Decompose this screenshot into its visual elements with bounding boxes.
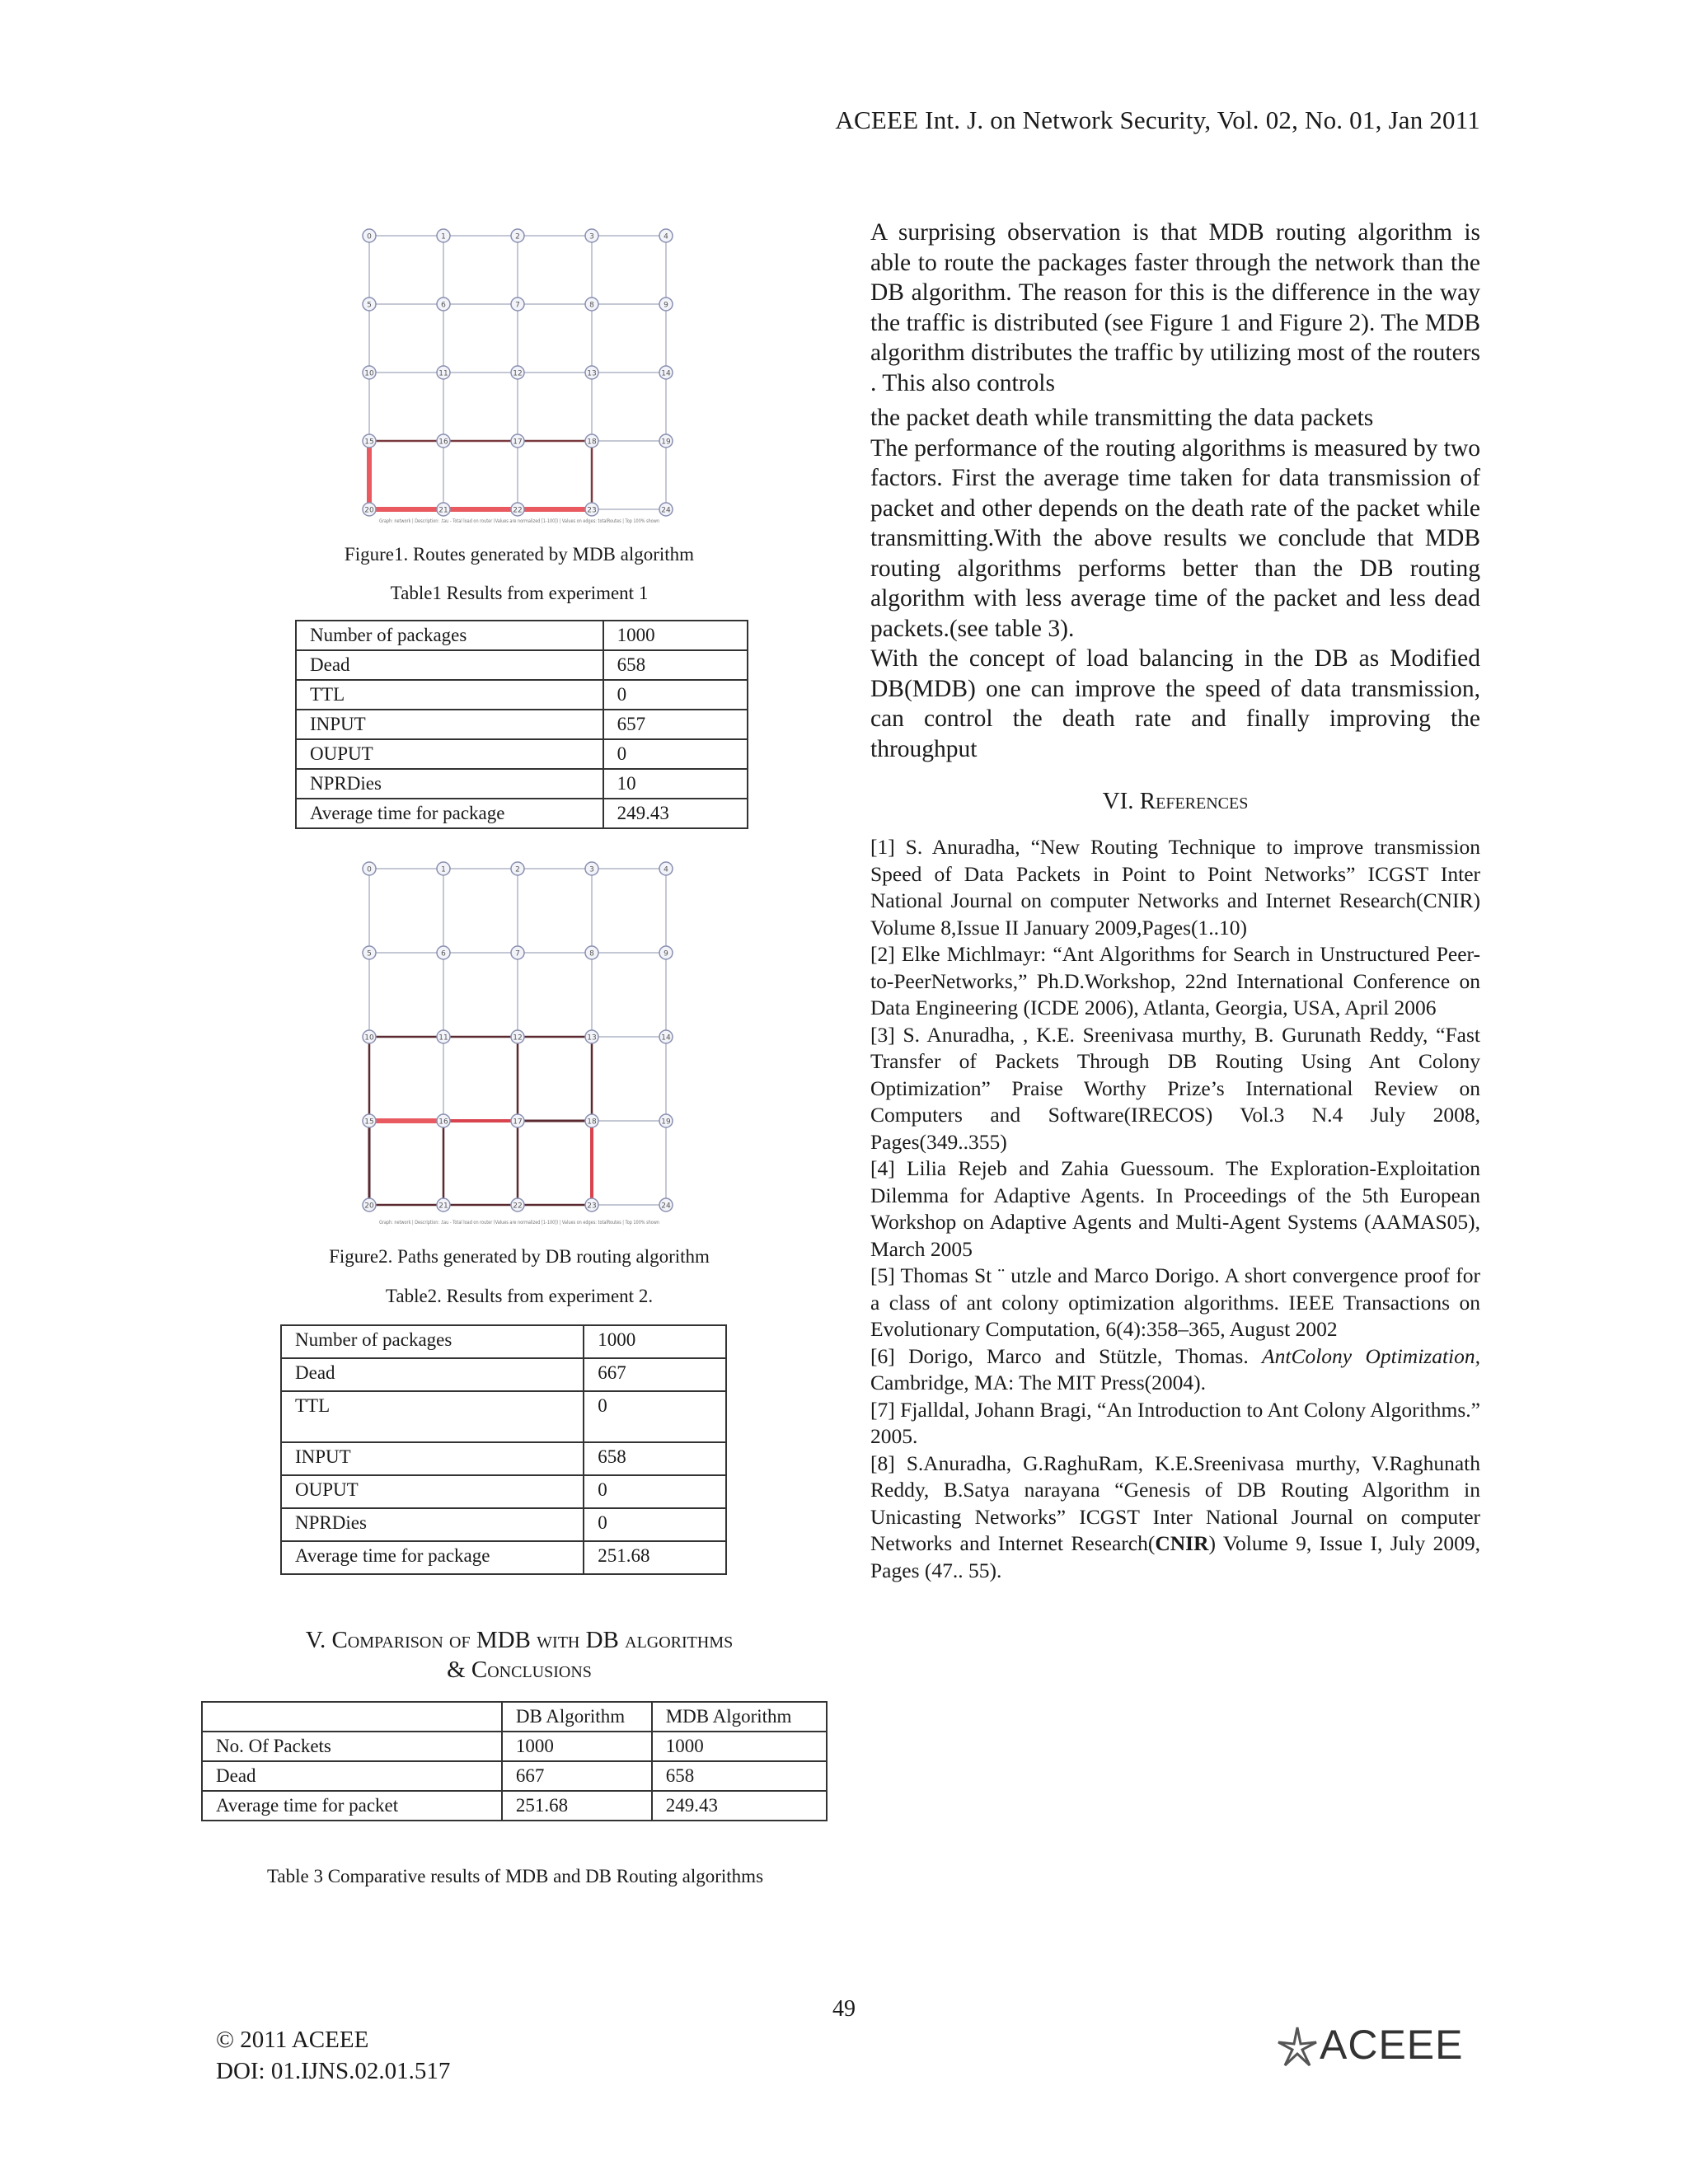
graph-node [585,1030,598,1043]
table-cell-label: INPUT [296,710,603,739]
svg-text:3: 3 [589,865,594,874]
body-para2: the packet death while transmitting the data packets [870,405,1374,431]
svg-text:1: 1 [441,232,446,241]
svg-text:12: 12 [513,1033,523,1043]
svg-text:2: 2 [515,865,520,874]
table1-caption: Table1 Results from experiment 1 [390,583,649,603]
table-cell-label: Number of packages [296,621,603,650]
graph-node [659,1114,673,1127]
svg-text:11: 11 [438,1033,448,1043]
table-cell: Dead [202,1761,502,1791]
graph-node [585,229,598,242]
svg-text:7: 7 [515,301,520,310]
graph-node [437,366,450,379]
graph-node [585,1198,598,1212]
graph-node [585,298,598,311]
table-row [281,1325,726,1358]
table-header-cell: MDB Algorithm [652,1702,827,1732]
table-cell-label: Dead [296,650,603,680]
table-row [281,1508,726,1541]
table-cell-value: 1000 [603,621,748,650]
svg-text:22: 22 [513,506,523,515]
table2 [280,1324,727,1575]
graph-node [659,503,673,516]
figure1-legend: Graph: network | Description: .tau - Total load on router (Values are normalized [1-100]) | Values on edges: totalRoutes | Top 100% shown [379,518,660,524]
svg-text:18: 18 [587,1118,597,1127]
reference-item-5: [5] Thomas St ¨ utzle and Marco Dorigo. A short convergence proof for a class of ant colony optimization algorithms. IEEE Transactions on Evolutionary Computation, 6(4):358–365, August 2002 [870,1263,1480,1341]
graph-node [363,366,376,379]
svg-text:19: 19 [661,1118,671,1127]
graph-node [659,366,673,379]
table-row [296,650,748,680]
table-cell-value: 0 [603,739,748,769]
svg-text:21: 21 [438,506,448,515]
svg-text:5: 5 [367,949,372,958]
table-cell: 667 [502,1761,652,1791]
graph-node [585,862,598,875]
aceee-logo-mark-icon [1273,2022,1321,2070]
table-cell: 1000 [502,1732,652,1761]
svg-text:8: 8 [589,949,594,958]
table-cell-label: Average time for package [281,1541,584,1574]
svg-text:3: 3 [589,232,594,241]
svg-text:15: 15 [364,1118,374,1127]
graph-node [363,1114,376,1127]
table-cell-label: Average time for package [296,799,603,828]
table1 [295,620,748,829]
aceee-logo-text: ACEEE [1320,2022,1464,2068]
section5-title-line1: V. Comparison of MDB with DB algorithms [305,1627,734,1653]
table-cell-value: 10 [603,769,748,799]
graph-node [659,946,673,959]
table-cell-value: 0 [584,1508,726,1541]
table-cell-label: TTL [281,1391,584,1442]
graph-node [363,298,376,311]
reference-item-4: [4] Lilia Rejeb and Zahia Guessoum. The Exploration-Exploitation Dilemma for Adaptive Agents. In Proceedings of the 5th European Workshop on Adaptive Agents and Multi-Agent Systems (AAMAS05), March 2005 [870,1156,1480,1261]
table-row [202,1791,827,1821]
graph-node [363,1030,376,1043]
svg-text:4: 4 [663,865,668,874]
table3 [201,1701,828,1821]
table-cell: 1000 [652,1732,827,1761]
table-cell: 249.43 [652,1791,827,1821]
table-cell-value: 667 [584,1358,726,1391]
svg-text:16: 16 [438,1118,448,1127]
aceee-logo [1273,2021,1488,2070]
svg-text:16: 16 [438,438,448,447]
table-cell-label: OUPUT [281,1475,584,1508]
graph-node [437,434,450,448]
table2-caption: Table2. Results from experiment 2. [385,1286,654,1306]
graph-node [511,366,524,379]
body-para3: The performance of the routing algorithms is measured by two factors. First the average time taken for data transmission of packet and other depends on the death rate of the packet while transmitting.With the above results we conclude that MDB routing algorithms performs better than the DB routing algorithm with less average time of the packet and less dead packets.(see table 3). [870,434,1480,642]
table-cell: 658 [652,1761,827,1791]
graph-node [511,1198,524,1212]
table-row [296,769,748,799]
table-row [296,621,748,650]
svg-text:9: 9 [663,949,668,958]
graph-node [659,1030,673,1043]
table-row [281,1358,726,1391]
reference-item-2: [2] Elke Michlmayr: “Ant Algorithms for Search in Unstructured Peer-to-PeerNetworks,” Ph.D.Workshop, 22nd International Conference on Data Engineering (ICDE 2006), Atlanta, Georgia, USA, April 2006 [870,942,1480,1019]
svg-text:12: 12 [513,369,523,378]
graph-node [659,1198,673,1212]
svg-text:8: 8 [589,301,594,310]
graph-node [363,946,376,959]
table-cell: No. Of Packets [202,1732,502,1761]
graph-node [659,862,673,875]
svg-text:23: 23 [587,506,597,515]
graph-node [511,298,524,311]
graph-node [585,946,598,959]
footer-copyright: © 2011 ACEEE [216,2027,369,2053]
journal-header: ACEEE Int. J. on Network Security, Vol. 02, No. 01, Jan 2011 [835,105,1480,134]
graph-node [437,946,450,959]
table-cell-label: TTL [296,680,603,710]
table-row [296,710,748,739]
table-cell-value: 658 [584,1442,726,1475]
reference-item-1: [1] S. Anuradha, “New Routing Technique to improve transmission Speed of Data Packets in Point to Point Networks” ICGST Inter National Journal on computer Networks and Internet Research(CNIR) Volume 8,Issue II January 2009,Pages(1..10) [870,835,1480,940]
graph-node [511,434,524,448]
graph-node [363,434,376,448]
svg-text:9: 9 [663,301,668,310]
body-para4: With the concept of load balancing in the DB as Modified DB(MDB) one can improve the speed of data transmission, can control the death rate and finally improving the throughput [870,645,1480,762]
table-header-cell [202,1702,502,1732]
svg-text:20: 20 [364,506,374,515]
graph-node [437,862,450,875]
svg-text:23: 23 [587,1202,597,1211]
section5-title-line2: & Conclusions [447,1657,592,1683]
footer-doi: DOI: 01.IJNS.02.01.517 [216,2058,451,2084]
table-header-row [202,1702,827,1732]
table-cell-value: 1000 [584,1325,726,1358]
svg-text:2: 2 [515,232,520,241]
svg-text:0: 0 [367,865,372,874]
figure2-caption: Figure2. Paths generated by DB routing algorithm [329,1246,710,1267]
table-cell: 251.68 [502,1791,652,1821]
svg-text:10: 10 [364,369,374,378]
graph-node [363,862,376,875]
svg-text:18: 18 [587,438,597,447]
table-row [281,1391,726,1442]
table-cell-label: OUPUT [296,739,603,769]
table-cell-label: INPUT [281,1442,584,1475]
table3-caption: Table 3 Comparative results of MDB and DB Routing algorithms [266,1866,764,1886]
reference-item-3: [3] S. Anuradha, , K.E. Sreenivasa murthy, B. Gurunath Reddy, “Fast Transfer of Packets Through DB Routing Using Ant Colony Optimization” Praise Worthy Prize’s International Review on Computers and Software(IRECOS) Vol.3 N.4 July 2008, Pages(349..355) [870,1022,1480,1154]
svg-text:1: 1 [441,865,446,874]
page-number: 49 [832,1996,856,2022]
table-row [281,1475,726,1508]
graph-node [511,1114,524,1127]
reference-6-book-title: AntColony Optimization, [1262,1343,1481,1368]
figure1-graph [354,223,684,527]
graph-node [363,1198,376,1212]
table-cell-value: 249.43 [603,799,748,828]
graph-node [437,1114,450,1127]
figure2-graph [354,855,684,1230]
svg-text:11: 11 [438,369,448,378]
table-cell: Average time for packet [202,1791,502,1821]
svg-text:14: 14 [661,369,671,378]
references-list [870,834,1480,1584]
table-row [202,1761,827,1791]
reference-item-6: [6] Dorigo, Marco and Stützle, Thomas. AntColony Optimization, Cambridge, MA: The MIT Press(2004). [870,1343,1481,1394]
figure1-caption: Figure1. Routes generated by MDB algorithm [344,544,695,565]
svg-text:22: 22 [513,1202,523,1211]
graph-node [659,298,673,311]
svg-text:4: 4 [663,232,668,241]
graph-node [437,1030,450,1043]
svg-text:0: 0 [367,232,372,241]
reference-item-7: [7] Fjalldal, Johann Bragi, “An Introduction to Ant Colony Algorithms.” 2005. [870,1397,1480,1448]
svg-text:15: 15 [364,438,374,447]
table-row [281,1442,726,1475]
graph-node [511,1030,524,1043]
table-row [281,1541,726,1574]
figure2-legend: Graph: network | Description: .tau - Total load on router (Values are normalized [1-100]) | Values on edges: totalRoutes | Top 100% shown [379,1220,660,1226]
graph-node [511,862,524,875]
svg-text:24: 24 [661,506,671,515]
graph-node [511,503,524,516]
body-para1: A surprising observation is that MDB routing algorithm is able to route the packages faster through the network than the DB algorithm. The reason for this is the difference in the way the traffic is distributed (see Figure 1 and Figure 2). The MDB algorithm distributes the traffic by utilizing most of the routers . This also controls [870,219,1480,396]
table-cell-value: 0 [584,1391,726,1442]
graph-node [659,434,673,448]
svg-text:7: 7 [515,949,520,958]
svg-text:14: 14 [661,1033,671,1043]
table-cell-value: 251.68 [584,1541,726,1574]
graph-node [437,229,450,242]
graph-node [437,298,450,311]
table-cell-label: Dead [281,1358,584,1391]
table-row [296,680,748,710]
table-row [296,799,748,828]
svg-text:13: 13 [587,369,597,378]
references-title: VI. References [1102,788,1249,814]
section5-title [198,1625,841,1685]
reference-item-8: [8] S.Anuradha, G.RaghuRam, K.E.Sreenivasa murthy, V.Raghunath Reddy, B.Satya narayana “Genesis of DB Routing Algorithm in Unicasting Networks” ICGST Inter National Journal on computer Networks and Internet Research(CNIR) Volume 9, Issue I, July 2009, Pages (47.. 55). [870,1451,1480,1582]
table-row [202,1732,827,1761]
svg-text:19: 19 [661,438,671,447]
table-cell-label: Number of packages [281,1325,584,1358]
table-cell-value: 0 [603,680,748,710]
svg-text:24: 24 [661,1202,671,1211]
table-cell-label: NPRDies [296,769,603,799]
svg-text:10: 10 [364,1033,374,1043]
table-row [296,739,748,769]
graph-node [659,229,673,242]
table-cell-value: 658 [603,650,748,680]
graph-node [511,946,524,959]
graph-node [363,503,376,516]
table-header-cell: DB Algorithm [502,1702,652,1732]
graph-node [585,1114,598,1127]
svg-text:6: 6 [441,301,446,310]
footer [216,2024,450,2087]
graph-node [585,503,598,516]
table-cell-value: 0 [584,1475,726,1508]
svg-text:13: 13 [587,1033,597,1043]
graph-node [363,229,376,242]
svg-text:21: 21 [438,1202,448,1211]
graph-node [437,503,450,516]
right-column-body [870,218,1480,764]
table-cell-label: NPRDies [281,1508,584,1541]
svg-text:20: 20 [364,1202,374,1211]
table-cell-value: 657 [603,710,748,739]
svg-text:17: 17 [513,1118,523,1127]
svg-text:17: 17 [513,438,523,447]
svg-text:6: 6 [441,949,446,958]
svg-text:5: 5 [367,301,372,310]
graph-node [437,1198,450,1212]
graph-node [585,366,598,379]
graph-node [585,434,598,448]
graph-node [511,229,524,242]
